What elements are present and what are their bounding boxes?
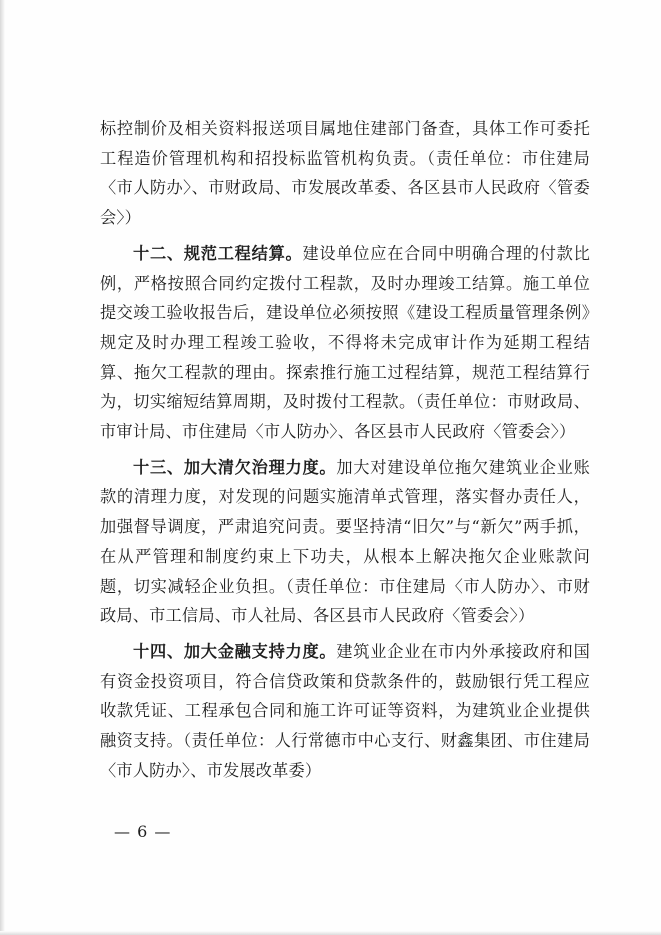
paragraph-text: 建设单位应在合同中明确合理的付款比例，严格按照合同约定拨付工程款，及时办理竣工结算。施工单位提交竣工验收报告后，建设单位必须按照《建设工程质量管理条例》规定及时办理工程竣工验收，不得将未完成审计作为延期工程结算、拖欠工程款的理由。探索推行施工过程结算，规范工程结算行为，切实缩短结算周期，及时拨付工程款。（责任单位：市财政局、市审计局、市住建局〈市人防办〉、各区县市人民政府〈管委会〉） — [100, 243, 590, 442]
scan-edge-left — [0, 0, 5, 935]
page-number: — 6 — — [114, 822, 172, 841]
paragraph-text: 加大对建设单位拖欠建筑业企业账款的清理力度，对发现的问题实施清单式管理，落实督办责任人，加强督导调度，严肃追究问责。要坚持清“旧欠”与“新欠”两手抓，在从严管理和制度约束上下功夫，从根本上解决拖欠企业账款问题，切实减轻企业负担。（责任单位：市住建局〈市人防办〉、市财政局、市工信局、市人社局、各区县市人民政府〈管委会〉） — [100, 457, 590, 626]
paragraph-text: 建筑业企业在市内外承接政府和国有资金投资项目，符合信贷政策和贷款条件的，鼓励银行凭工程应收款凭证、工程承包合同和施工许可证等资料，为建筑业企业提供融资支持。（责任单位：人行常德市中心支行、财鑫集团、市住建局〈市人防办〉、市发展改革委） — [100, 641, 590, 780]
document-body — [100, 114, 590, 791]
paragraph-section-12 — [100, 239, 590, 447]
paragraph-text: 标控制价及相关资料报送项目属地住建部门备查，具体工作可委托工程造价管理机构和招投标监管机构负责。（责任单位：市住建局〈市人防办〉、市财政局、市发展改革委、各区县市人民政府〈管委会〉） — [100, 119, 590, 228]
section-heading-12: 十二、规范工程结算。 — [133, 243, 303, 263]
section-heading-13: 十三、加大清欠治理力度。 — [133, 457, 337, 477]
paragraph-continuation — [100, 114, 590, 233]
scan-edge-bottom — [0, 931, 661, 935]
paragraph-section-14 — [100, 637, 590, 786]
section-heading-14: 十四、加大金融支持力度。 — [133, 641, 337, 661]
paragraph-section-13 — [100, 453, 590, 631]
